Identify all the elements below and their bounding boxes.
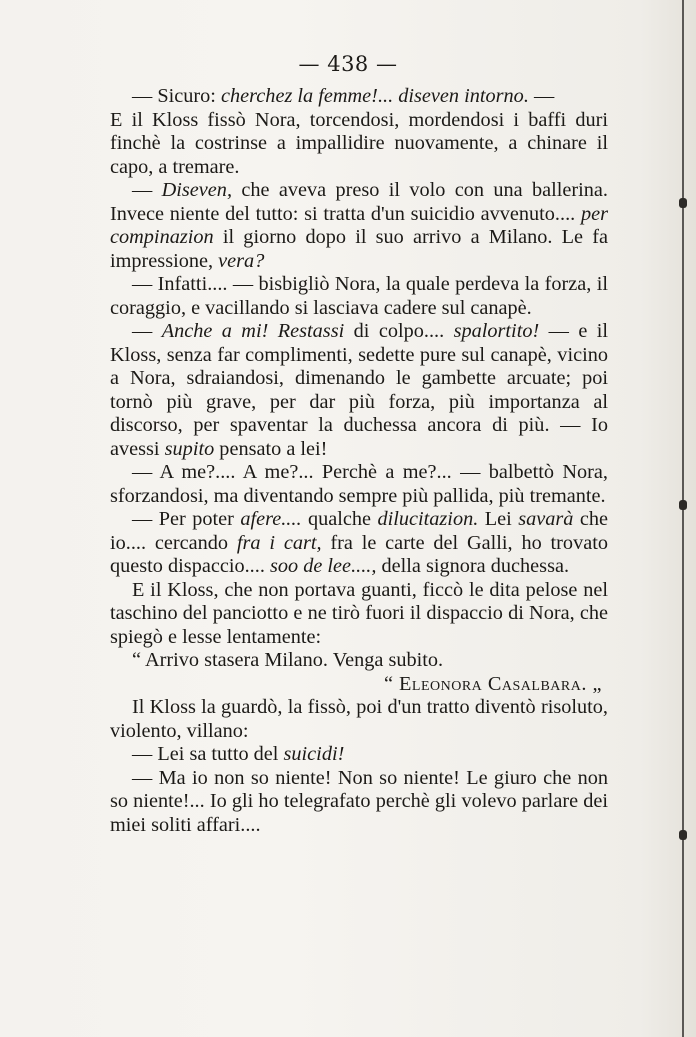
text-segment: — Ma io non so niente! Non so niente! Le giuro che non so niente!... Io gli ho telegrafato perchè gli volevo parlare dei miei soliti affari.... xyxy=(110,766,608,836)
page-edge-mark xyxy=(679,500,687,510)
text-segment: — A me?.... A me?... Perchè a me?... — balbettò Nora, sforzandosi, ma diventando sempre più pallida, più tremante. xyxy=(110,461,608,507)
italic-text: savarà xyxy=(518,508,574,530)
paragraph xyxy=(110,767,608,838)
text-segment: — xyxy=(528,85,555,107)
italic-text: afere.... xyxy=(240,508,302,530)
italic-text: Anche a mi! Restassi xyxy=(161,320,345,342)
page-edge-mark xyxy=(679,198,687,208)
italic-text: Diseven, xyxy=(161,179,233,201)
text-segment: — Per poter xyxy=(132,508,241,530)
italic-text: per compinazion xyxy=(110,202,608,248)
paragraph xyxy=(110,579,608,650)
telegram-text: “ Arrivo stasera Milano. Venga subito. xyxy=(132,649,444,671)
text-segment: di colpo.... xyxy=(344,320,454,342)
italic-text: cherchez la femme!... diseven intorno. xyxy=(221,85,529,107)
italic-text: fra i cart, xyxy=(236,531,322,554)
paragraph xyxy=(110,696,608,743)
italic-text: spalortito! xyxy=(453,320,540,342)
text-segment: qualche xyxy=(301,508,378,530)
text-segment: fra le carte del Galli, ho trovato questo dispaccio.... xyxy=(110,531,608,577)
italic-text: suicidi! xyxy=(283,743,345,765)
paragraph xyxy=(110,508,608,579)
italic-text: dilucitazion. xyxy=(377,508,479,530)
text-segment: il giorno dopo il suo arrivo a Milano. Le fa impressione, xyxy=(110,226,608,272)
paragraph xyxy=(110,109,608,180)
text-segment: che io.... cercando xyxy=(110,508,609,554)
page-edge-mark xyxy=(679,830,687,840)
text-segment: — xyxy=(132,179,162,201)
text-segment: E il Kloss, che non portava guanti, ficcò le dita pelose nel taschino del panciotto e ne tirò fuori il dispaccio di Nora, che spiegò e lesse lentamente: xyxy=(110,578,608,648)
page-number: — 438 — xyxy=(298,52,398,76)
paragraph xyxy=(110,85,608,109)
text-segment: — e il Kloss, senza far complimenti, sedette pure sul canapè, vicino a Nora, sdraiandosi, dimenando le gambette arcuate; poi tornò più grave, per dar più forza, più importanza al discorso, per spaventar la duchessa ancora di più. — Io avessi xyxy=(110,320,609,460)
text-segment: — Infatti.... — bisbigliò Nora, la quale perdeva la forza, il coraggio, e vacillando si lasciava cadere sul canapè. xyxy=(110,273,608,319)
text-segment: che aveva preso il volo con una ballerina. Invece niente del tutto: si tratta d'un suicidio avvenuto.... xyxy=(110,179,608,225)
body-text xyxy=(110,85,608,837)
text-segment: E il Kloss fissò Nora, torcendosi, mordendosi i baffi duri finchè la costrinse a impallidire nuovamente, a chinare il capo, a tremare. xyxy=(110,108,608,178)
paragraph xyxy=(110,320,608,461)
italic-text: soo de lee...., xyxy=(269,555,377,577)
text-segment: — Lei sa tutto del xyxy=(132,743,284,765)
paragraph xyxy=(110,179,608,273)
text-segment: Lei xyxy=(478,508,519,530)
page-edge-shadow xyxy=(682,0,684,1037)
paragraph xyxy=(110,743,608,767)
italic-text: vera? xyxy=(218,249,265,272)
italic-text: supito xyxy=(164,437,215,460)
paragraph xyxy=(110,273,608,320)
text-segment: — xyxy=(132,320,162,342)
text-segment: della signora duchessa. xyxy=(376,555,570,577)
text-segment: — Sicuro: xyxy=(132,85,222,107)
telegram-signature: “ Eleonora Casalbara. „ xyxy=(383,672,602,695)
text-segment: Il Kloss la guardò, la fissò, poi d'un tratto diventò risoluto, violento, villano: xyxy=(110,696,608,742)
text-segment: pensato a lei! xyxy=(214,437,328,460)
paragraph xyxy=(110,461,608,508)
